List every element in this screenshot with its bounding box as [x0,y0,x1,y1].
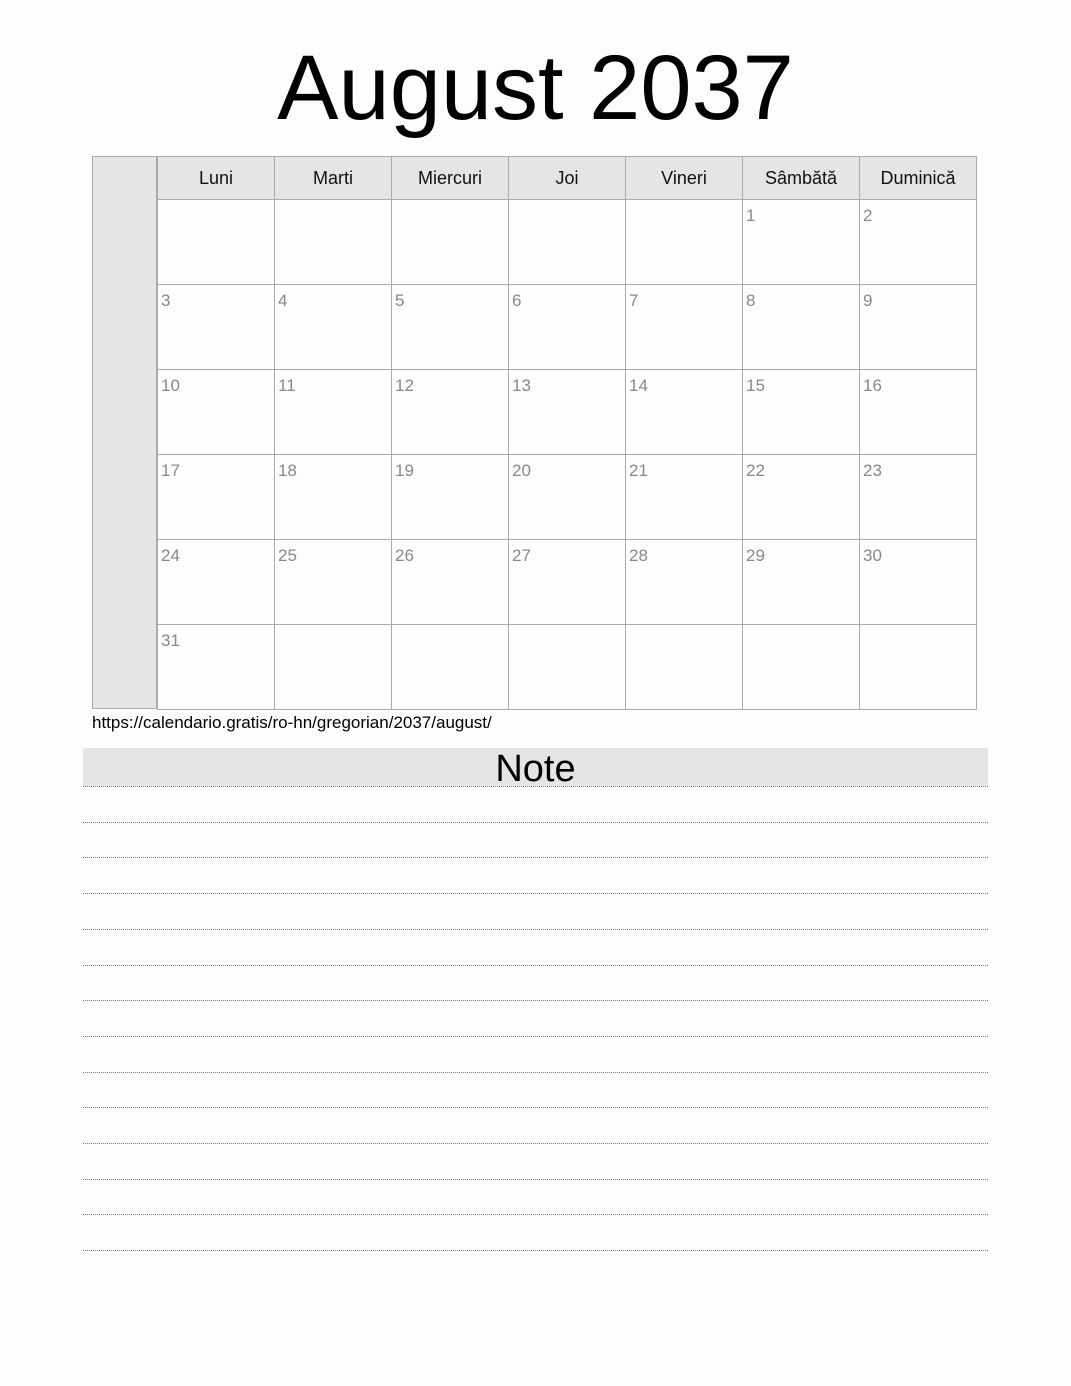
day-cell[interactable] [158,455,275,540]
day-number: 25 [278,546,297,565]
weekday-header: Luni [158,157,275,200]
day-cell[interactable] [743,540,860,625]
day-cell[interactable] [158,285,275,370]
source-url[interactable]: https://calendario.gratis/ro-hn/gregorian/2037/august/ [92,713,492,732]
day-number: 30 [863,546,882,565]
day-cell[interactable] [275,285,392,370]
day-number: 9 [863,291,873,310]
day-number: 14 [629,376,648,395]
note-line [83,929,988,930]
week-row [158,285,977,370]
day-number: 7 [629,291,639,310]
page-title: August 2037 [277,37,794,139]
note-line [83,1143,988,1144]
day-cell[interactable] [392,625,509,710]
day-number [860,625,976,631]
day-number: 11 [278,376,296,395]
day-number: 23 [863,461,882,480]
note-line [83,786,988,787]
weekday-header: Vineri [626,157,743,200]
day-number [275,200,391,206]
day-cell[interactable] [860,370,977,455]
day-cell[interactable] [509,285,626,370]
day-number [626,625,742,631]
day-cell[interactable] [509,455,626,540]
day-cell[interactable] [275,625,392,710]
week-number-column [92,156,157,709]
day-number: 8 [746,291,756,310]
day-number: 21 [629,461,648,480]
day-cell[interactable] [743,370,860,455]
day-number: 20 [512,461,531,480]
week-row [158,540,977,625]
weekday-header: Duminică [860,157,977,200]
day-cell[interactable] [158,625,275,710]
day-cell[interactable] [275,455,392,540]
day-number: 13 [512,376,531,395]
note-line [83,1036,988,1037]
day-number: 5 [395,291,405,310]
day-cell[interactable] [743,285,860,370]
note-line [83,1214,988,1215]
day-number [158,200,274,206]
weekday-header-row [158,157,977,200]
week-row [158,370,977,455]
day-number [509,200,625,206]
day-number: 6 [512,291,522,310]
day-number [626,200,742,206]
day-cell[interactable] [509,540,626,625]
day-cell[interactable] [392,200,509,285]
day-cell[interactable] [392,540,509,625]
day-cell[interactable] [743,200,860,285]
day-number: 28 [629,546,648,565]
day-number: 3 [161,291,171,310]
day-cell[interactable] [392,285,509,370]
day-number: 27 [512,546,531,565]
day-cell[interactable] [275,370,392,455]
day-cell[interactable] [509,625,626,710]
day-number: 16 [863,376,882,395]
day-number: 10 [161,376,180,395]
day-number: 2 [863,206,873,225]
day-cell[interactable] [626,200,743,285]
weekday-header: Sâmbătă [743,157,860,200]
day-cell[interactable] [860,285,977,370]
day-cell[interactable] [743,625,860,710]
notes-header: Note [83,748,988,786]
day-cell[interactable] [509,200,626,285]
day-cell[interactable] [860,455,977,540]
note-line [83,1072,988,1073]
day-cell[interactable] [509,370,626,455]
note-line [83,1000,988,1001]
day-cell[interactable] [275,540,392,625]
day-number: 26 [395,546,414,565]
day-number: 1 [746,206,756,225]
day-cell[interactable] [392,370,509,455]
day-cell[interactable] [860,540,977,625]
week-row [158,625,977,710]
day-number: 4 [278,291,288,310]
note-line [83,1107,988,1108]
day-number: 18 [278,461,297,480]
day-number: 17 [161,461,180,480]
day-number: 24 [161,546,180,565]
day-number [743,625,859,631]
day-cell[interactable] [860,625,977,710]
day-number: 15 [746,376,765,395]
day-cell[interactable] [158,540,275,625]
note-line [83,857,988,858]
note-line [83,893,988,894]
week-row [158,455,977,540]
day-cell[interactable] [392,455,509,540]
day-number: 29 [746,546,765,565]
note-line [83,1179,988,1180]
day-cell[interactable] [626,285,743,370]
day-number: 22 [746,461,765,480]
day-cell[interactable] [158,370,275,455]
day-number [392,200,508,206]
weekday-header: Marti [275,157,392,200]
day-cell[interactable] [743,455,860,540]
day-cell[interactable] [860,200,977,285]
day-number [509,625,625,631]
day-cell[interactable] [626,625,743,710]
day-number [275,625,391,631]
day-number [392,625,508,631]
day-cell[interactable] [158,200,275,285]
calendar-grid [157,156,977,710]
day-number: 19 [395,461,414,480]
day-cell[interactable] [626,455,743,540]
note-line [83,822,988,823]
weekday-header: Miercuri [392,157,509,200]
day-cell[interactable] [626,540,743,625]
day-number: 31 [161,631,180,650]
day-number: 12 [395,376,414,395]
note-line [83,1250,988,1251]
note-line [83,965,988,966]
day-cell[interactable] [275,200,392,285]
day-cell[interactable] [626,370,743,455]
week-row [158,200,977,285]
weekday-header: Joi [509,157,626,200]
